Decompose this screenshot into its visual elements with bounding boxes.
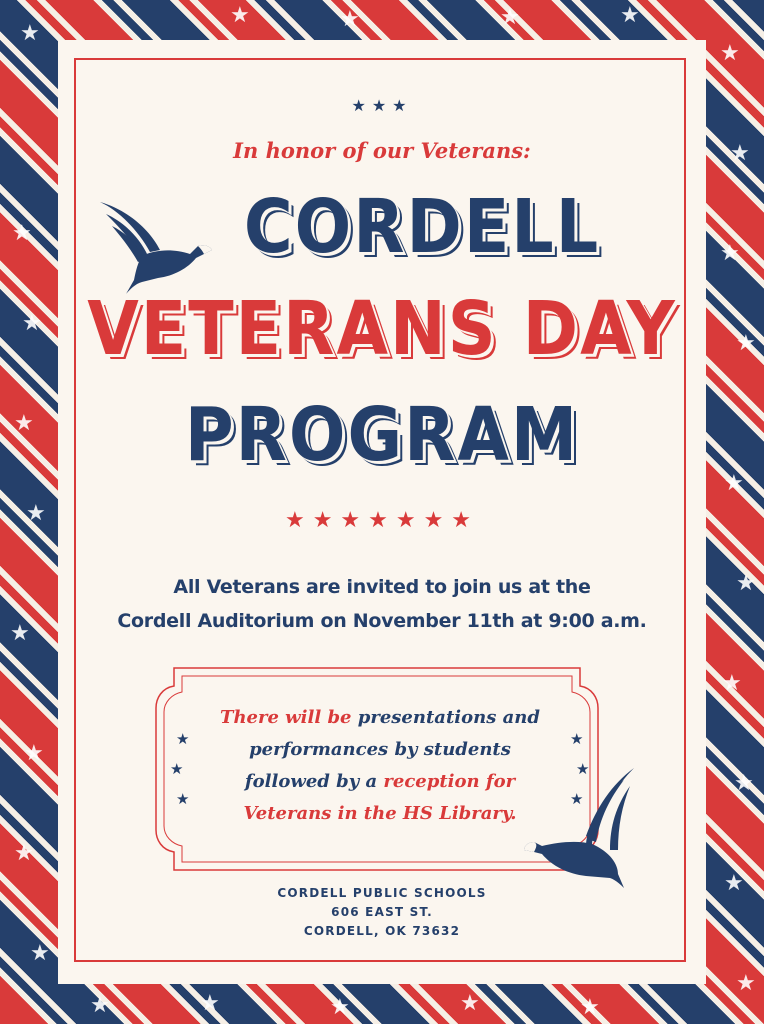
svg-text:★: ★ [724, 871, 744, 896]
star-icon: ★ [170, 760, 184, 778]
svg-text:★: ★ [20, 21, 40, 46]
svg-text:★: ★ [720, 241, 740, 266]
svg-text:★: ★ [22, 311, 42, 336]
details-line-2: performances by students [249, 739, 511, 760]
star-icon: ★ [570, 790, 584, 808]
star-icon: ★ [570, 730, 584, 748]
svg-text:★: ★ [580, 995, 600, 1020]
svg-text:★: ★ [734, 771, 754, 796]
svg-text:★: ★ [230, 3, 250, 28]
svg-text:★: ★ [736, 571, 756, 596]
left-side-stars [170, 724, 190, 814]
address-line-3: CORDELL, OK 73632 [303, 924, 461, 938]
flyer-panel [58, 40, 706, 984]
title-program: PROGRAM [184, 392, 580, 478]
star-icon: ★ [176, 790, 190, 808]
star-icon: ★ [576, 760, 590, 778]
svg-text:★: ★ [330, 995, 350, 1020]
star-icon: ★ [176, 730, 190, 748]
title-cordell: CORDELL [243, 184, 601, 270]
svg-text:★: ★ [500, 5, 520, 30]
svg-text:★: ★ [10, 621, 30, 646]
svg-text:★: ★ [26, 501, 46, 526]
eagle-icon [506, 766, 638, 890]
details-line-3-red: reception for [383, 771, 516, 792]
divider-stars: ★★★★★★★ [284, 508, 480, 533]
svg-text:★: ★ [724, 471, 744, 496]
svg-text:★: ★ [730, 141, 750, 166]
school-address [58, 884, 706, 941]
title-veterans-day: VETERANS DAY [87, 286, 677, 372]
svg-text:★: ★ [30, 941, 50, 966]
svg-text:★: ★ [736, 971, 756, 996]
svg-text:★: ★ [720, 41, 740, 66]
invitation-line-2: Cordell Auditorium on November 11th at 9:00 a.m. [117, 610, 647, 632]
svg-text:★: ★ [90, 993, 110, 1018]
svg-text:★: ★ [620, 3, 640, 28]
invitation-text [58, 570, 706, 638]
svg-text:★: ★ [736, 331, 756, 356]
svg-text:★: ★ [14, 411, 34, 436]
svg-text:★: ★ [340, 7, 360, 32]
details-line-1 [198, 702, 562, 734]
invitation-line-1: All Veterans are invited to join us at the [173, 576, 591, 598]
svg-text:★: ★ [200, 991, 220, 1016]
top-stars: ★★★ [351, 96, 413, 115]
address-line-1: CORDELL PUBLIC SCHOOLS [277, 886, 487, 900]
svg-text:★: ★ [14, 841, 34, 866]
tagline: In honor of our Veterans: [233, 138, 531, 163]
details-line-4: Veterans in the HS Library. [243, 803, 517, 824]
svg-text:★: ★ [12, 221, 32, 246]
svg-text:★: ★ [24, 741, 44, 766]
details-line-3-blue: followed by a [244, 771, 378, 792]
details-line-1-blue: presentations and [357, 707, 540, 728]
svg-text:★: ★ [722, 671, 742, 696]
details-line-1-red: There will be [220, 707, 352, 728]
svg-text:★: ★ [460, 991, 480, 1016]
address-line-2: 606 EAST ST. [331, 905, 433, 919]
